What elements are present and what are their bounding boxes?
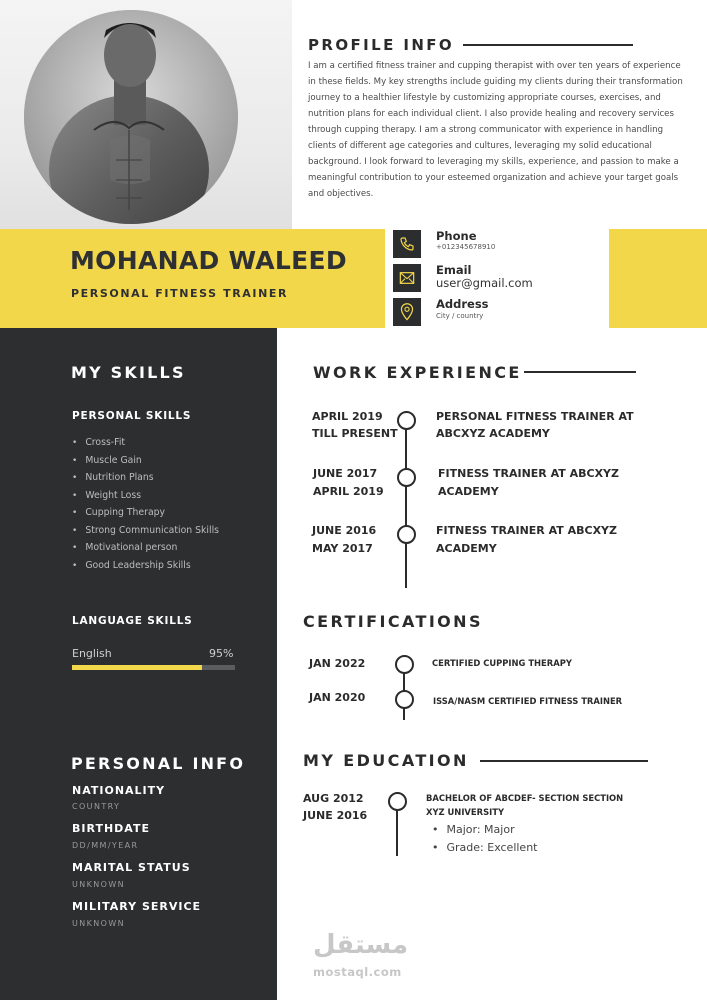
- language-name: English: [72, 647, 112, 660]
- work-title-line: [524, 371, 636, 373]
- profile-title-line: [463, 44, 633, 46]
- profile-text: I am a certified fitness trainer and cupping therapist with over ten years of experience in these fields. My key strengths include guiding my clients during their transformation journey to a healthier lifestyle by customizing appropriate courses, exercises, and nutrition plans for each individual client. I also provide healing and recovery services through cupping therapy. I am a strong communicator with experience in handling clients of different age categories and cultures, leveraging my solid educational background. I look forward to leveraging my skills, experience, and passion to make a meaningful contribution to your esteemed organization and achieve your target goals and objectives.: [308, 61, 683, 199]
- marital-status-label: MARITAL STATUS: [72, 861, 191, 874]
- work-date-start: JUNE 2017: [313, 467, 378, 480]
- certifications-title: CERTIFICATIONS: [303, 612, 483, 631]
- work-company: ACADEMY: [438, 485, 499, 498]
- military-service-label: MILITARY SERVICE: [72, 900, 202, 913]
- skills-title: MY SKILLS: [71, 363, 186, 382]
- skill-item: • Motivational person: [72, 539, 219, 557]
- work-date-end: TILL PRESENT: [312, 427, 398, 440]
- profile-title: PROFILE INFO: [308, 36, 455, 54]
- edu-degree: BACHELOR OF ABCDEF- SECTION SECTION: [426, 793, 624, 803]
- email-value: user@gmail.com: [436, 276, 533, 290]
- profile-photo: [24, 10, 238, 224]
- mail-icon: [393, 264, 421, 292]
- nationality-label: NATIONALITY: [72, 784, 166, 797]
- edu-university: XYZ UNIVERSITY: [426, 807, 505, 817]
- edu-details: [432, 821, 538, 857]
- watermark-arabic: مستقل: [313, 930, 409, 960]
- work-position: FITNESS TRAINER AT ABCXYZ: [438, 467, 619, 480]
- skill-item: • Good Leadership Skills: [72, 557, 219, 575]
- work-timeline-line: [405, 420, 407, 588]
- edu-date-end: JUNE 2016: [303, 809, 368, 822]
- skill-item: • Nutrition Plans: [72, 469, 219, 487]
- birthdate-label: BIRTHDATE: [72, 822, 150, 835]
- address-label: Address: [436, 297, 489, 311]
- language-bar-fill: [72, 665, 202, 670]
- skill-item: • Weight Loss: [72, 487, 219, 505]
- education-title: MY EDUCATION: [303, 751, 469, 770]
- full-name: MOHANAD WALEED: [70, 246, 347, 275]
- phone-value: +012345678910: [436, 243, 496, 251]
- timeline-dot: [397, 411, 416, 430]
- cert-date: JAN 2020: [309, 691, 366, 704]
- military-service-value: UNKNOWN: [72, 919, 126, 928]
- work-date-start: JUNE 2016: [312, 524, 377, 537]
- work-company: ABCXYZ ACADEMY: [436, 427, 550, 440]
- name-band: [0, 229, 385, 328]
- language-skills-title: LANGUAGE SKILLS: [72, 615, 193, 627]
- phone-label: Phone: [436, 229, 477, 243]
- work-date-end: APRIL 2019: [313, 485, 384, 498]
- timeline-dot: [388, 792, 407, 811]
- language-bar-track: [72, 665, 235, 670]
- timeline-dot: [397, 468, 416, 487]
- skill-item: • Cross-Fit: [72, 434, 219, 452]
- work-company: ACADEMY: [436, 542, 497, 555]
- location-pin-icon: [393, 298, 421, 326]
- edu-detail-item: • Grade: Excellent: [432, 839, 538, 857]
- personal-skills-title: PERSONAL SKILLS: [72, 410, 192, 422]
- timeline-dot: [395, 690, 414, 709]
- watermark-latin: mostaql.com: [313, 965, 402, 979]
- cert-name: CERTIFIED CUPPING THERAPY: [432, 658, 572, 668]
- nationality-value: COUNTRY: [72, 802, 121, 811]
- skill-item: • Cupping Therapy: [72, 504, 219, 522]
- birthdate-value: DD/MM/YEAR: [72, 841, 139, 850]
- work-position: PERSONAL FITNESS TRAINER AT: [436, 410, 634, 423]
- profile-photo-illustration: [24, 10, 238, 224]
- skill-item: • Strong Communication Skills: [72, 522, 219, 540]
- work-date-start: APRIL 2019: [312, 410, 383, 423]
- email-label: Email: [436, 263, 472, 277]
- timeline-dot: [395, 655, 414, 674]
- cert-name: ISSA/NASM CERTIFIED FITNESS TRAINER: [433, 696, 623, 706]
- work-title: WORK EXPERIENCE: [313, 363, 522, 382]
- timeline-dot: [397, 525, 416, 544]
- education-title-line: [480, 760, 648, 762]
- phone-icon: [393, 230, 421, 258]
- work-date-end: MAY 2017: [312, 542, 373, 555]
- skill-item: • Muscle Gain: [72, 452, 219, 470]
- marital-status-value: UNKNOWN: [72, 880, 126, 889]
- skills-list: [72, 434, 219, 574]
- contact-accent-block: [609, 229, 707, 328]
- edu-detail-item: • Major: Major: [432, 821, 538, 839]
- job-title: PERSONAL FITNESS TRAINER: [71, 287, 289, 300]
- edu-date-start: AUG 2012: [303, 792, 364, 805]
- cert-date: JAN 2022: [309, 657, 366, 670]
- work-position: FITNESS TRAINER AT ABCXYZ: [436, 524, 617, 537]
- personal-info-title: PERSONAL INFO: [71, 754, 246, 773]
- address-value: City / country: [436, 312, 484, 320]
- language-percent: 95%: [209, 647, 234, 660]
